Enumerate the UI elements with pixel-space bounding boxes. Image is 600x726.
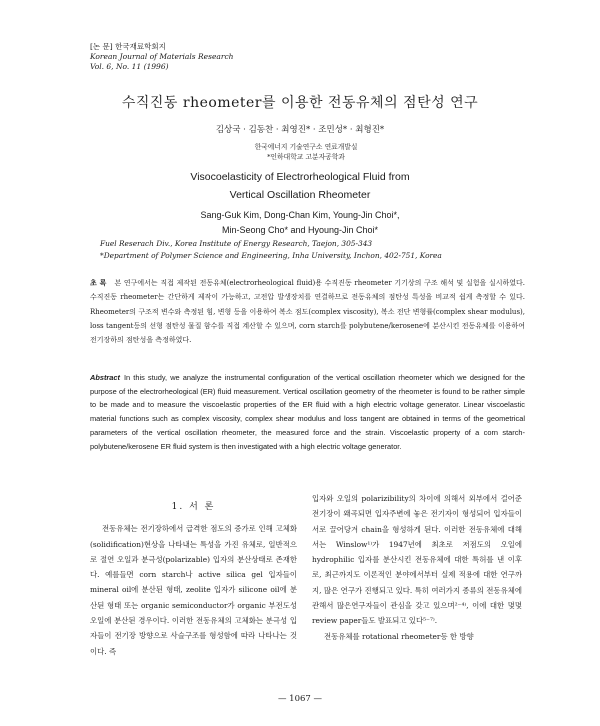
left-column xyxy=(90,497,297,659)
korean-affiliation-1: 한국에너지 기술연구소 연료개발실 xyxy=(254,143,358,151)
english-authors xyxy=(0,208,600,238)
journal-korean-name: [논 문] 한국재료학회지 xyxy=(90,42,166,51)
korean-authors: 김상국 · 김동찬 · 최영진* · 조민성* · 최형진* xyxy=(215,125,385,135)
journal-english-name: Korean Journal of Materials Research xyxy=(90,52,234,61)
english-title-line-2: Vertical Oscillation Rheometer xyxy=(229,189,371,201)
intro-paragraph-2: 전동유체를 rotational rheometer등 한 방향 xyxy=(324,631,474,641)
english-title-line-1: Visocoelasticity of Electrorheological Fluid from xyxy=(190,171,410,183)
intro-paragraph-1: 전동유체는 전기장하에서 급격한 점도의 증가로 인해 고체화(solidification)현상을 나타내는 특성을 가진 유체로, 일반적으로 절연 오일과 분극성(polarizable) 입자의 분산상태로 존재한다. 예를들면 corn starch나 active silica gel 입자들이 mineral oil에 분산된 형태, zeolite 입자가 silicone oil에 분산된 형태 또는 organic semiconductor가 organic 부전도성 오일에 분산된 경우이다. 이러한 전동유체의 고체화는 분극성 입자들이 전기장 방향으로 사슬구조를 형성함에 따라 나타나는 것이다. 즉 xyxy=(90,524,297,656)
english-affiliations xyxy=(100,238,520,262)
korean-affiliation-2: *인하대학교 고분자공학과 xyxy=(267,153,345,161)
section-heading-introduction: 1. 서 론 xyxy=(171,502,216,512)
english-authors-line-1: Sang-Guk Kim, Dong-Chan Kim, Young-Jin Choi*, xyxy=(200,210,400,220)
english-abstract-label: Abstract xyxy=(90,373,120,382)
journal-volume: Vol. 6, No. 11 (1996) xyxy=(90,62,169,71)
right-column xyxy=(312,491,522,644)
english-abstract xyxy=(90,371,525,453)
korean-abstract xyxy=(90,276,525,347)
korean-title: 수직진동 rheometer를 이용한 전동유체의 점탄성 연구 xyxy=(121,95,479,111)
english-affiliation-2: *Department of Polymer Science and Engineering, Inha University, Inchon, 402-751, Korea xyxy=(100,251,442,260)
korean-abstract-text: 본 연구에서는 직접 제작된 전동유체(electrorheological fluid)용 수직진동 rheometer 기기상의 구조 해석 및 실험을 실시하였다. 수직진동 rheometer는 간단하게 제작이 가능하고, 고전압 발생장치를 연결하므로 전동유체의 점탄성 특성을 비교적 쉽게 측정할 수 있다. Rheometer의 구조적 변수와 측정된 힘, 변형 등을 이용하여 복소 점도(complex viscosity), 복소 전단 변형률(complex shear modulus), loss tangent등의 선형 점탄성 물질 함수를 직접 계산할 수 있으며, corn starch를 polybutene/kerosene에 분산시킨 전동유체를 이용하여 전기장하의 점탄성을 측정하였다. xyxy=(90,279,525,345)
korean-affiliations xyxy=(0,142,600,162)
english-authors-line-2: Min-Seong Cho* and Hyoung-Jin Choi* xyxy=(221,225,379,235)
english-affiliation-1: Fuel Reserach Div., Korea Institute of Energy Research, Taejon, 305-343 xyxy=(100,239,373,248)
english-title xyxy=(0,168,600,204)
korean-abstract-label: 초 록 xyxy=(90,278,107,287)
intro-paragraph-1-continued: 입자와 오일의 polarizibility의 차이에 의해서 외부에서 걸어준 전기장이 왜곡되면 입자주변에 놓은 전기자이 형성되어 입자들이 서로 끌어당겨 chain을 형성하게 된다. 이러한 전동유체에 대해서는 Winslow¹⁾가 1947년에 최초로 저점도의 오일에 hydrophilic 입자를 분산시킨 전동유체에 대한 특허를 낸 이후로, 최근까지도 이론적인 분야에서부터 실제 적용에 대한 연구까지, 많은 연구가 진행되고 있다. 특히 여러가지 종류의 전동유체에 관해서 많은연구자들이 관심을 갖고 있으며²⁻⁴⁾, 이에 대한 몇몇 review paper들도 발표되고 있다⁵⁻⁷⁾. xyxy=(312,494,522,626)
page-number: — 1067 — xyxy=(277,694,323,704)
english-abstract-text: In this study, we analyze the instrumental configuration of the vertical oscillation rheometer which we designed for the purpose of the electrorheological (ER) fluid measurement. Vertical oscillation geometry of the rheometer is found to be rather simple to be made and to measure the viscoelastic properties of the ER fluid with a high electric voltage generator. Linear viscoelastic material functions such as complex viscosity, complex shear modulus and loss tangent are obtained in terms of the geometrical parameters of the vertical oscillation rheometer, the measured force and the strain. Viscoelastic property of a corn starch-polybutene/kerosene ER fluid system is then investigated with a high electric voltage generator. xyxy=(90,373,525,451)
journal-header xyxy=(90,42,233,72)
